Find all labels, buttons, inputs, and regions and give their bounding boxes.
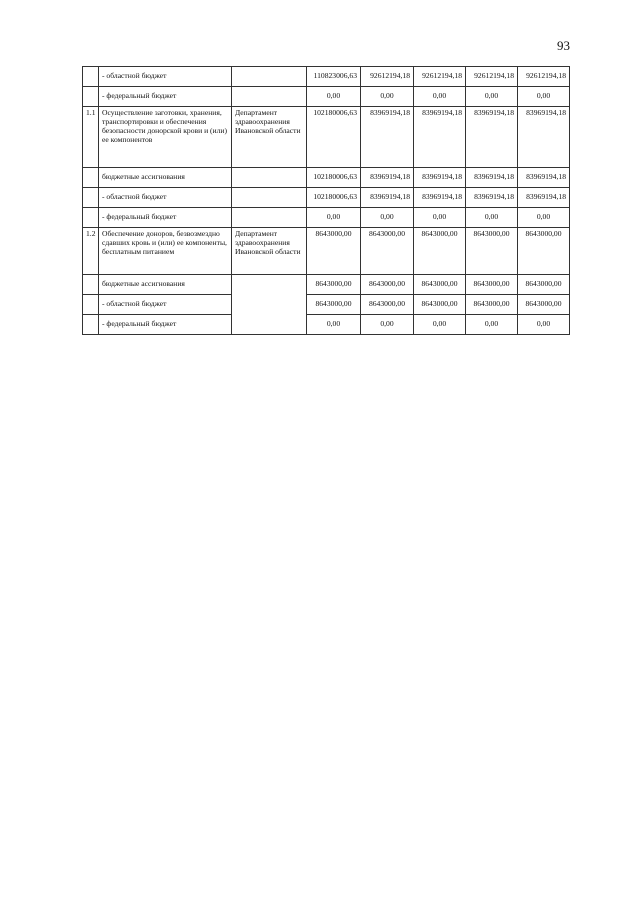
row-description: - областной бюджет — [99, 188, 232, 208]
table-row — [83, 67, 570, 87]
row-value: 0,00 — [361, 87, 414, 107]
row-value: 8643000,00 — [466, 295, 518, 315]
table-row — [83, 168, 570, 188]
row-index — [83, 295, 99, 315]
row-value: 83969194,18 — [466, 168, 518, 188]
row-value: 0,00 — [307, 87, 361, 107]
row-value: 8643000,00 — [518, 275, 570, 295]
row-value: 92612194,18 — [414, 67, 466, 87]
row-index — [83, 87, 99, 107]
row-description: бюджетные ассигнования — [99, 168, 232, 188]
table-row — [83, 315, 570, 335]
row-value: 0,00 — [307, 315, 361, 335]
budget-table — [82, 66, 570, 335]
row-value: 110823006,63 — [307, 67, 361, 87]
row-description: - областной бюджет — [99, 67, 232, 87]
row-executor: Департамент здравоохранения Ивановской области — [232, 228, 307, 275]
row-executor — [232, 208, 307, 228]
row-description: - областной бюджет — [99, 295, 232, 315]
row-value: 83969194,18 — [518, 107, 570, 168]
row-value: 102180006,63 — [307, 168, 361, 188]
table-row — [83, 275, 570, 295]
row-value: 0,00 — [361, 315, 414, 335]
table-row — [83, 208, 570, 228]
table-row — [83, 87, 570, 107]
row-value: 83969194,18 — [466, 107, 518, 168]
row-executor — [232, 67, 307, 87]
row-value: 83969194,18 — [466, 188, 518, 208]
row-value: 102180006,63 — [307, 107, 361, 168]
row-executor: Департамент здравоохранения Ивановской области — [232, 107, 307, 168]
row-value: 0,00 — [466, 208, 518, 228]
row-description: - федеральный бюджет — [99, 87, 232, 107]
row-index — [83, 67, 99, 87]
row-index: 1.2 — [83, 228, 99, 275]
row-value: 8643000,00 — [361, 228, 414, 275]
row-value: 83969194,18 — [414, 188, 466, 208]
row-description: Осуществление заготовки, хранения, транспортировки и обеспечения безопасности донорской крови и (или) ее компонентов — [99, 107, 232, 168]
row-index: 1.1 — [83, 107, 99, 168]
row-value: 92612194,18 — [361, 67, 414, 87]
table-row — [83, 188, 570, 208]
row-description: - федеральный бюджет — [99, 208, 232, 228]
row-value: 83969194,18 — [361, 107, 414, 168]
row-value: 0,00 — [361, 208, 414, 228]
row-value: 8643000,00 — [307, 228, 361, 275]
row-value: 0,00 — [466, 315, 518, 335]
row-value: 0,00 — [414, 87, 466, 107]
row-value: 0,00 — [518, 87, 570, 107]
row-index — [83, 315, 99, 335]
row-value: 8643000,00 — [307, 295, 361, 315]
row-index — [83, 208, 99, 228]
row-value: 83969194,18 — [414, 107, 466, 168]
row-value: 8643000,00 — [361, 275, 414, 295]
table-row — [83, 228, 570, 275]
row-description: - федеральный бюджет — [99, 315, 232, 335]
row-value: 8643000,00 — [361, 295, 414, 315]
row-value: 0,00 — [307, 208, 361, 228]
table-row — [83, 107, 570, 168]
row-value: 83969194,18 — [361, 168, 414, 188]
row-index — [83, 168, 99, 188]
row-executor — [232, 275, 307, 335]
row-value: 0,00 — [518, 315, 570, 335]
row-value: 92612194,18 — [466, 67, 518, 87]
page-number: 93 — [557, 38, 570, 53]
row-index — [83, 188, 99, 208]
row-value: 8643000,00 — [466, 228, 518, 275]
row-index — [83, 275, 99, 295]
row-executor — [232, 168, 307, 188]
row-value: 92612194,18 — [518, 67, 570, 87]
row-value: 8643000,00 — [414, 228, 466, 275]
row-value: 83969194,18 — [518, 168, 570, 188]
row-description: Обеспечение доноров, безвозмездно сдавших кровь и (или) ее компоненты, бесплатным питанием — [99, 228, 232, 275]
row-value: 8643000,00 — [414, 275, 466, 295]
row-description: бюджетные ассигнования — [99, 275, 232, 295]
row-value: 0,00 — [414, 208, 466, 228]
row-value: 8643000,00 — [307, 275, 361, 295]
table-row — [83, 295, 570, 315]
row-value: 8643000,00 — [466, 275, 518, 295]
row-value: 0,00 — [518, 208, 570, 228]
row-value: 102180006,63 — [307, 188, 361, 208]
row-value: 83969194,18 — [518, 188, 570, 208]
row-executor — [232, 188, 307, 208]
row-executor — [232, 87, 307, 107]
row-value: 8643000,00 — [414, 295, 466, 315]
row-value: 8643000,00 — [518, 295, 570, 315]
row-value: 0,00 — [466, 87, 518, 107]
row-value: 83969194,18 — [361, 188, 414, 208]
row-value: 8643000,00 — [518, 228, 570, 275]
row-value: 83969194,18 — [414, 168, 466, 188]
row-value: 0,00 — [414, 315, 466, 335]
